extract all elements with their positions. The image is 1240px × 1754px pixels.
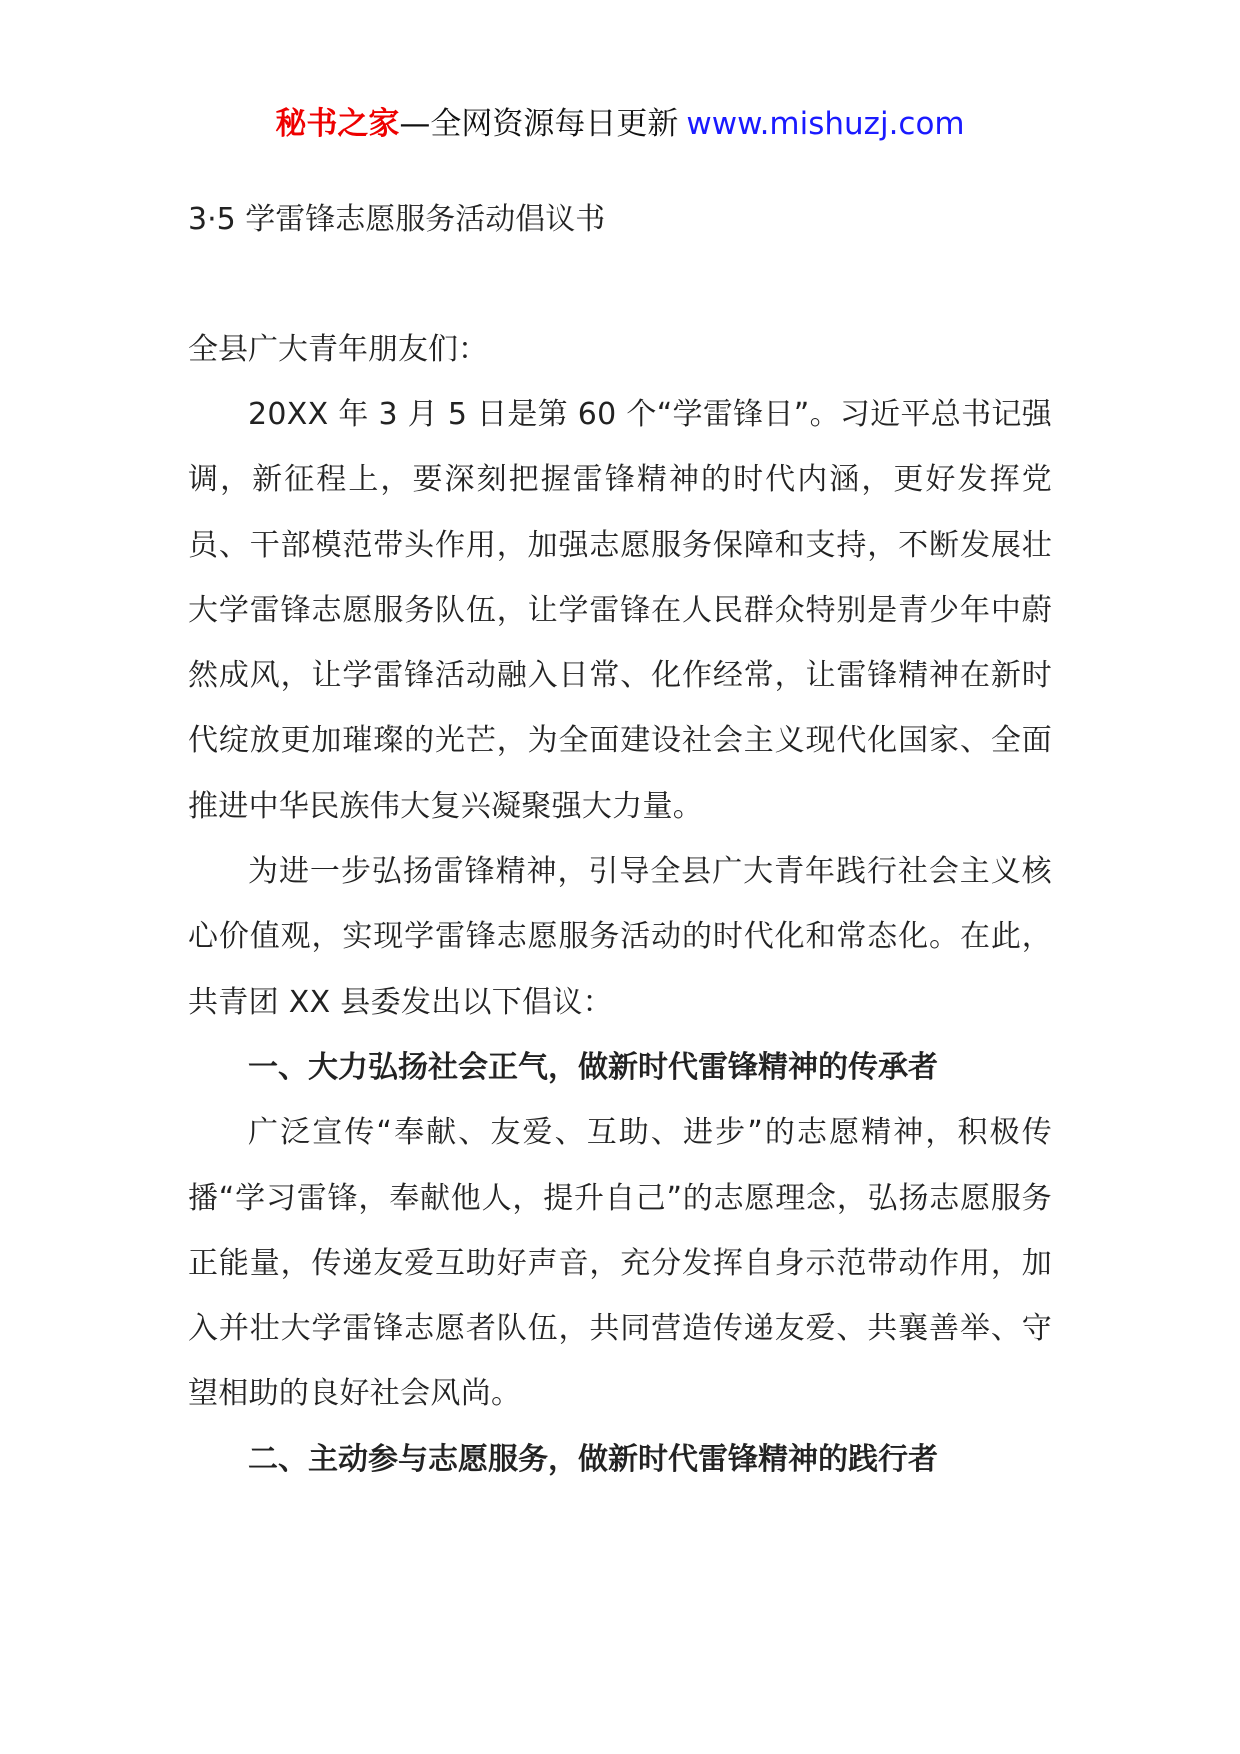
site-url-link[interactable]: www.mishuzj.com — [686, 106, 965, 142]
document-title: 3·5 学雷锋志愿服务活动倡议书 — [188, 202, 606, 237]
paragraph-purpose: 为进一步弘扬雷锋精神，引导全县广大青年践行社会主义核心价值观，实现学雷锋志愿服务活动的时代化和常态化。在此，共青团 XX 县委发出以下倡议： — [188, 854, 1052, 1020]
paragraph-section-1: 广泛宣传“奉献、友爱、互助、进步”的志愿精神，积极传播“学习雷锋，奉献他人，提升自己”的志愿理念，弘扬志愿服务正能量，传递友爱互助好声音，充分发挥自身示范带动作用，加入并壮大学雷锋志愿者队伍，共同营造传递友爱、共襄善举、守望相助的良好社会风尚。 — [188, 1115, 1052, 1412]
site-tagline: —全网资源每日更新 — [399, 106, 679, 142]
salutation: 全县广大青年朋友们： — [188, 332, 488, 367]
section-heading-1: 一、大力弘扬社会正气，做新时代雷锋精神的传承者 — [248, 1049, 938, 1085]
site-brand: 秘书之家 — [275, 106, 400, 142]
paragraph-intro: 20XX 年 3 月 5 日是第 60 个“学雷锋日”。习近平总书记强调，新征程上，要深刻把握雷锋精神的时代内涵，更好发挥党员、干部模范带头作用，加强志愿服务保障和支持，不断发展壮大学雷锋志愿服务队伍，让学雷锋在人民群众特别是青少年中蔚然成风，让学雷锋活动融入日常、化作经常，让雷锋精神在新时代绽放更加璀璨的光芒，为全面建设社会主义现代化国家、全面推进中华民族伟大复兴凝聚强大力量。 — [188, 397, 1052, 824]
document-body — [188, 196, 1052, 1492]
site-header — [0, 100, 1240, 148]
section-heading-2: 二、主动参与志愿服务，做新时代雷锋精神的践行者 — [248, 1441, 938, 1477]
